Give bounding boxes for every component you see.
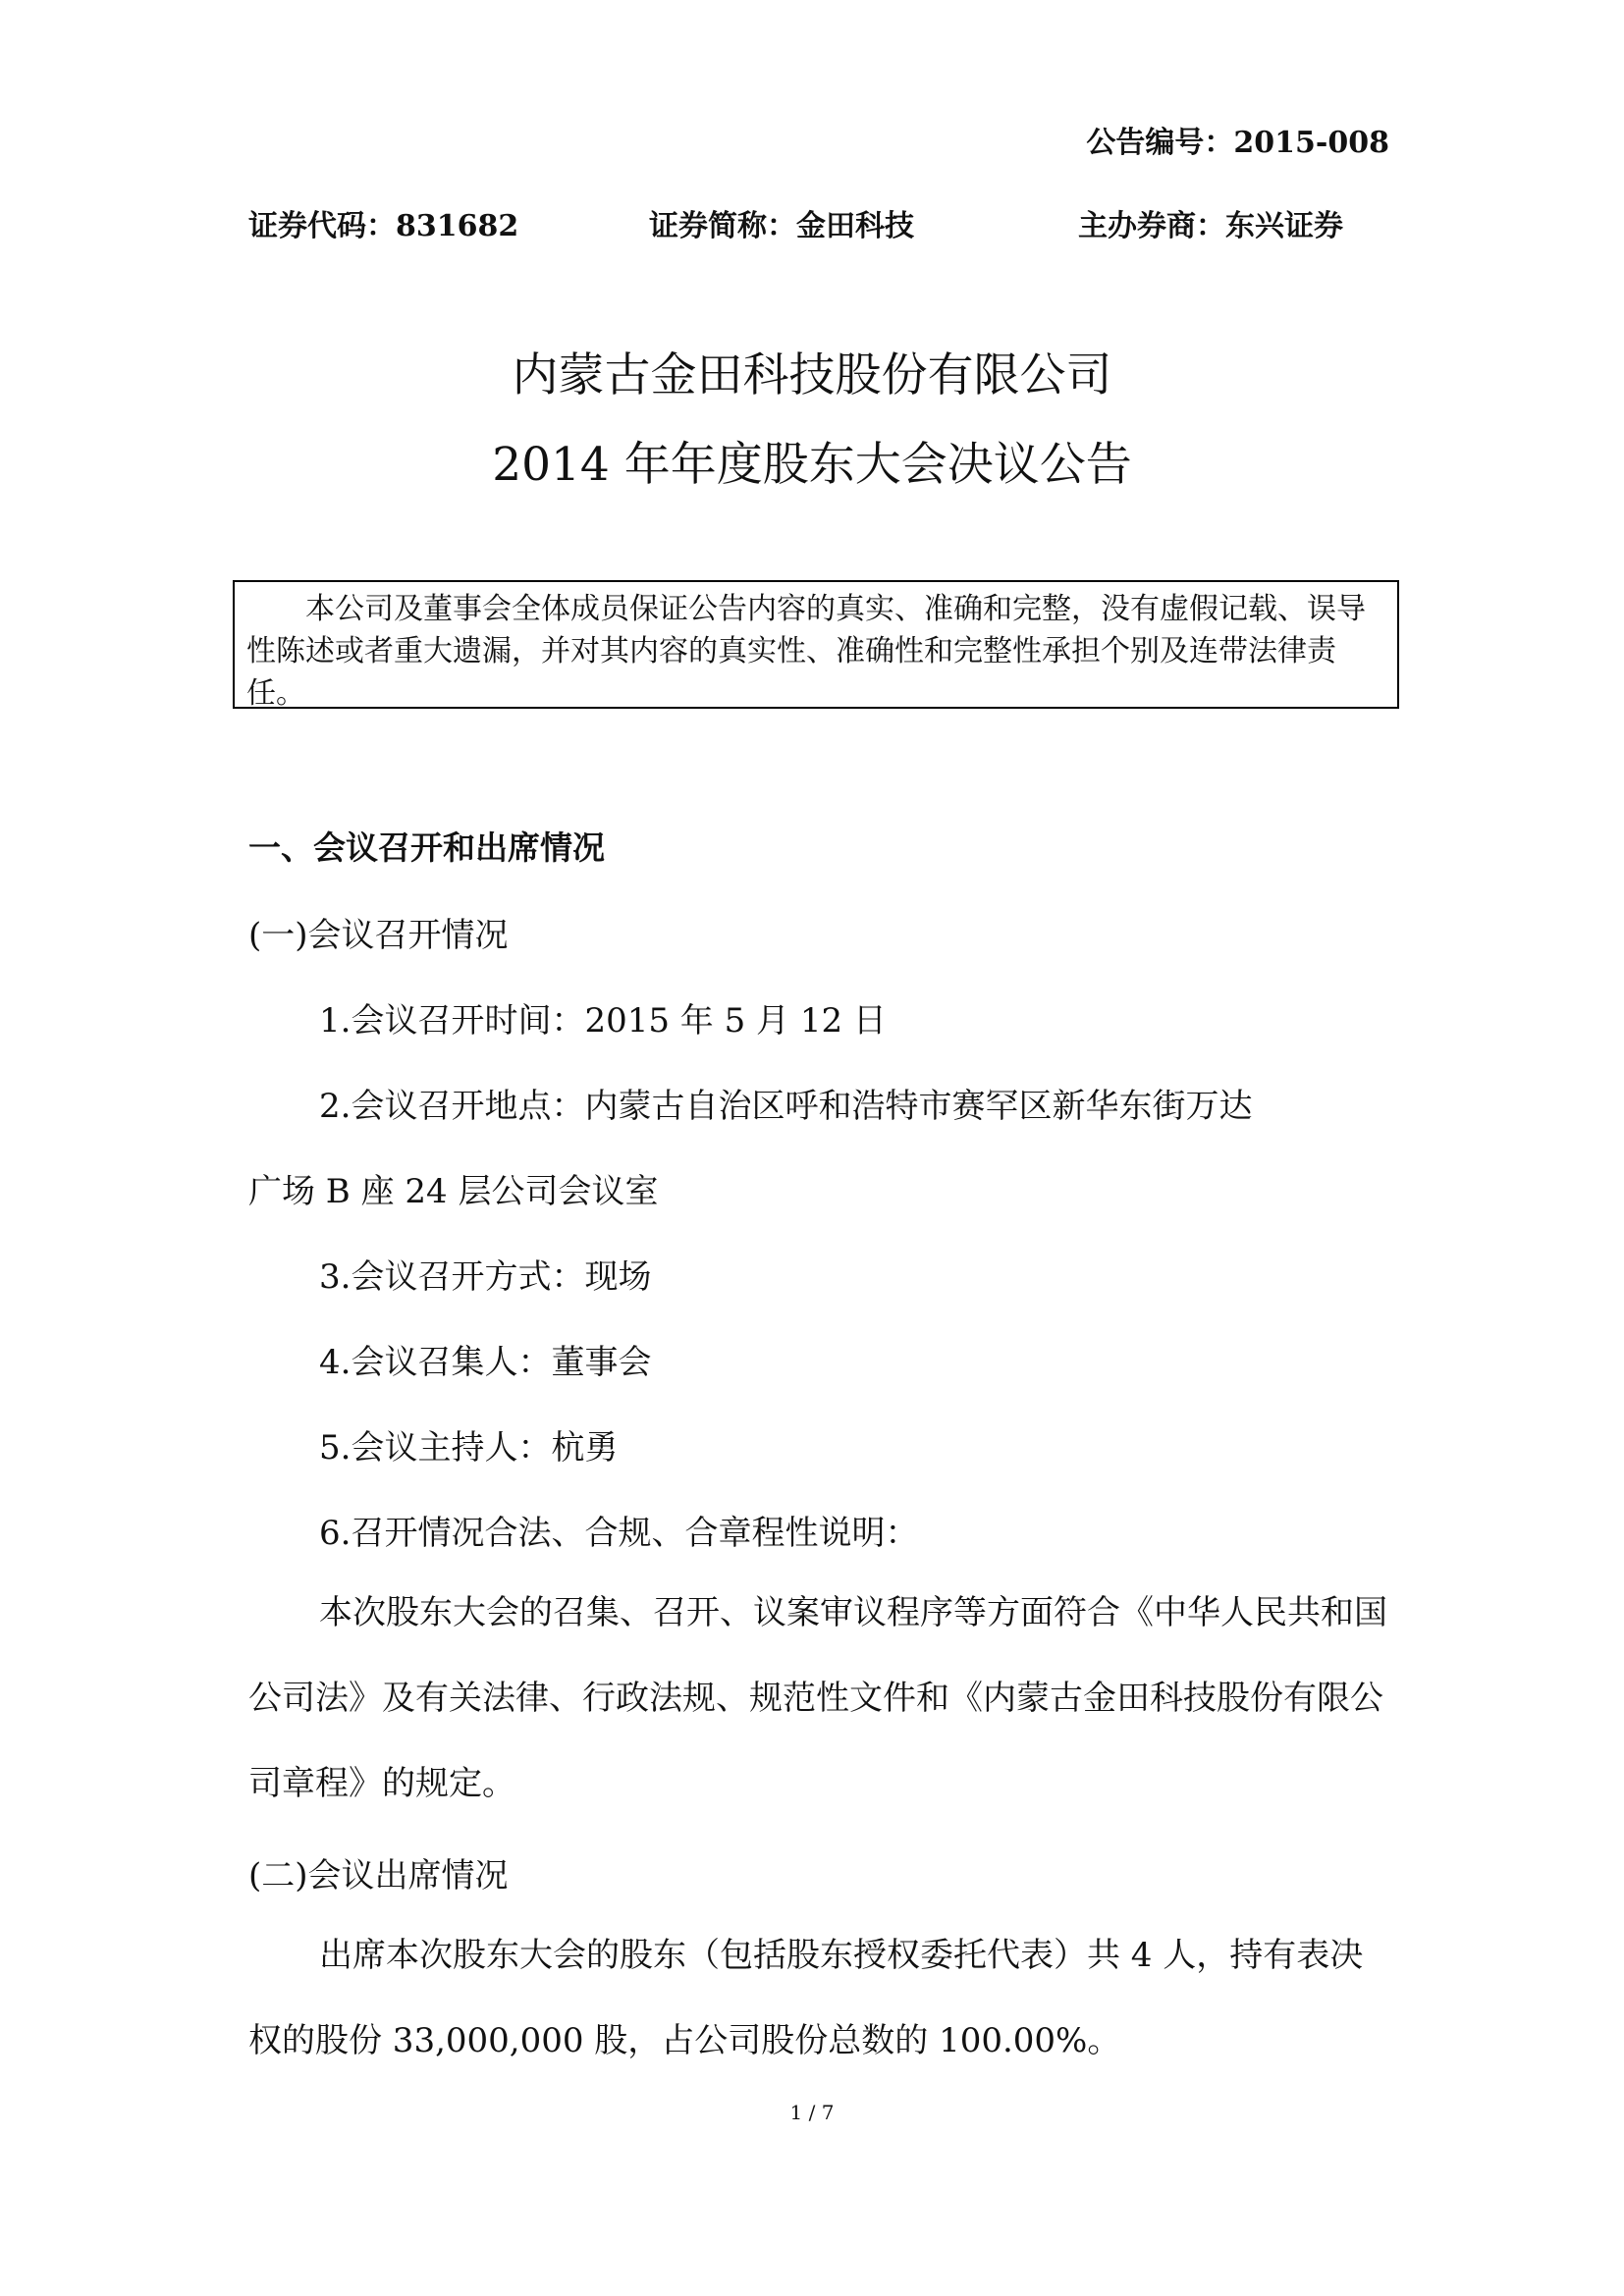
subsection-heading-convening: (一)会议召开情况 bbox=[248, 916, 509, 955]
meeting-time: 1.会议召开时间：2015 年 5 月 12 日 bbox=[319, 1001, 887, 1041]
document-title-company: 内蒙古金田科技股份有限公司 bbox=[512, 348, 1112, 402]
document-title-meeting: 2014 年年度股东大会决议公告 bbox=[492, 438, 1132, 492]
compliance-paragraph: 本次股东大会的召集、召开、议案审议程序等方面符合《中华人民共和国公司法》及有关法律、行政法规、规范性文件和《内蒙古金田科技股份有限公司章程》的规定。 bbox=[248, 1593, 1387, 1803]
responsibility-statement: 本公司及董事会全体成员保证公告内容的真实、准确和完整，没有虚假记载、误导性陈述或者重大遗漏，并对其内容的真实性、准确性和完整性承担个别及连带法律责任。 bbox=[246, 592, 1366, 711]
meeting-location: 2.会议召开地点：内蒙古自治区呼和浩特市赛罕区新华东街万达 bbox=[319, 1087, 1253, 1126]
stock-code: 证券代码：831682 bbox=[248, 209, 519, 243]
meeting-convener: 4.会议召集人：董事会 bbox=[319, 1343, 652, 1382]
page-number: 1 / 7 bbox=[789, 2101, 835, 2124]
compliance-heading: 6.召开情况合法、合规、合章程性说明： bbox=[319, 1514, 919, 1553]
meeting-location-cont: 广场 B 座 24 层公司会议室 bbox=[248, 1172, 659, 1211]
meeting-method: 3.会议召开方式：现场 bbox=[319, 1257, 652, 1297]
sponsor-broker: 主办券商：东兴证券 bbox=[1078, 209, 1343, 243]
responsibility-statement-box bbox=[233, 580, 1399, 709]
stock-abbreviation: 证券简称：金田科技 bbox=[649, 209, 914, 243]
attendance-paragraph: 出席本次股东大会的股东（包括股东授权委托代表）共 4 人，持有表决权的股份 33,000,000 股，占公司股份总数的 100.00%。 bbox=[248, 1936, 1364, 2060]
announcement-number: 公告编号：2015-008 bbox=[1086, 126, 1389, 160]
meeting-host: 5.会议主持人：杭勇 bbox=[319, 1428, 619, 1468]
subsection-heading-attendance: (二)会议出席情况 bbox=[248, 1856, 509, 1896]
section-heading-meeting: 一、会议召开和出席情况 bbox=[248, 828, 605, 867]
